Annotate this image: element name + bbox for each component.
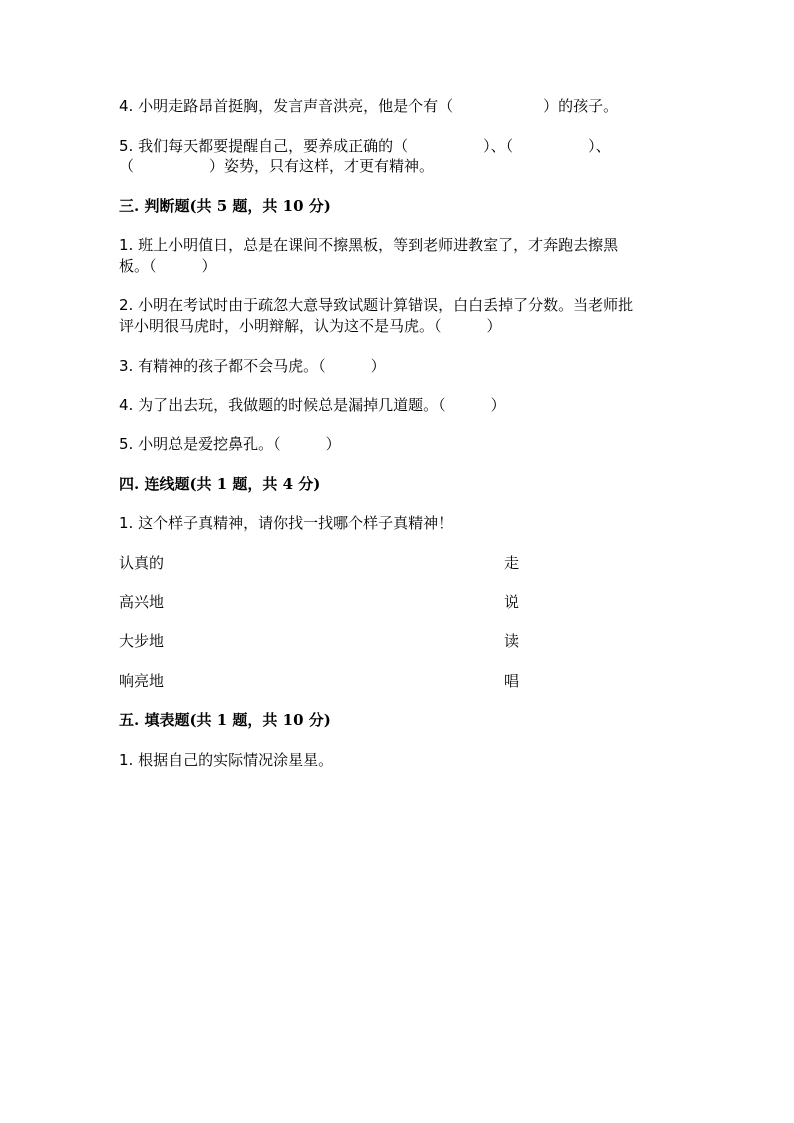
fill-blank-question-5-line-2: （ ）姿势，只有这样，才更有精神。 [119, 157, 435, 175]
judge-question-4: 4. 为了出去玩，我做题的时候总是漏掉几道题。（ ） [119, 396, 506, 414]
fill-blank-question-5-line-1: 5. 我们每天都要提醒自己，要养成正确的（ ）、（ ）、 [119, 137, 611, 155]
matching-question-1: 1. 这个样子真精神，请你找一找哪个样子真精神！ [119, 514, 454, 532]
judge-question-2-line-2: 评小明很马虎时，小明辩解，认为这不是马虎。（ ） [119, 317, 502, 335]
matching-right-item: 说 [504, 593, 520, 611]
judge-question-5: 5. 小明总是爱挖鼻孔。（ ） [119, 435, 341, 453]
section-5-heading: 五. 填表题(共 1 题，共 10 分) [119, 711, 331, 729]
matching-left-item: 响亮地 [119, 672, 165, 690]
table-question-1: 1. 根据自己的实际情况涂星星。 [119, 751, 334, 769]
matching-right-item: 唱 [504, 672, 520, 690]
section-3-heading: 三. 判断题(共 5 题，共 10 分) [119, 197, 331, 215]
fill-blank-question-4: 4. 小明走路昂首挺胸，发言声音洪亮，他是个有（ ）的孩子。 [119, 97, 619, 115]
judge-question-1-line-2: 板。（ ） [119, 257, 217, 275]
section-4-heading: 四. 连线题(共 1 题，共 4 分) [119, 475, 321, 493]
matching-left-item: 大步地 [119, 632, 165, 650]
matching-left-item: 认真的 [119, 554, 165, 572]
matching-right-item: 读 [504, 632, 520, 650]
judge-question-2-line-1: 2. 小明在考试时由于疏忽大意导致试题计算错误，白白丢掉了分数。当老师批 [119, 296, 634, 314]
judge-question-3: 3. 有精神的孩子都不会马虎。（ ） [119, 357, 386, 375]
matching-right-item: 走 [504, 554, 520, 572]
matching-left-item: 高兴地 [119, 593, 165, 611]
judge-question-1-line-1: 1. 班上小明值日，总是在课间不擦黑板，等到老师进教室了，才奔跑去擦黑 [119, 236, 619, 254]
